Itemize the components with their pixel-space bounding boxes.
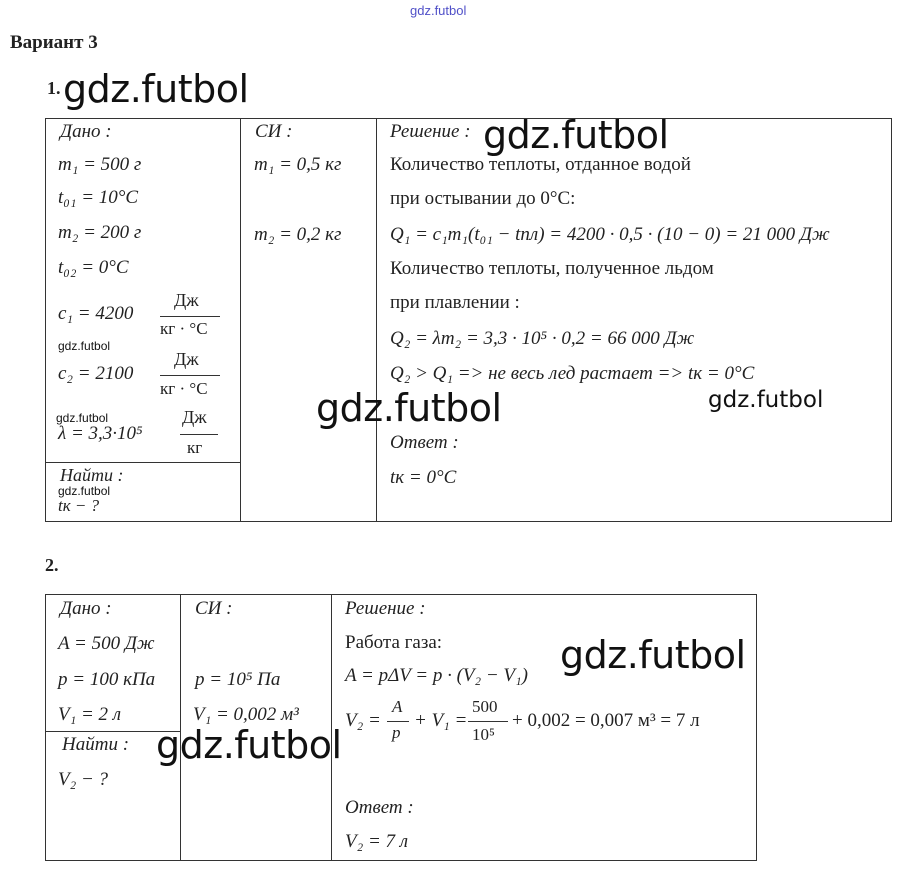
task2-si-v1: V₁ = 0,002 м³ [193,704,299,725]
task2-plus-v1: + V₁ = [414,710,468,731]
watermark-right: gdz.futbol [708,387,824,413]
task1-given-c2: c₂ = 2100 [58,363,134,384]
task1-solution-q2: Q₂ = λm₂ = 3,3 · 10⁵ · 0,2 = 66 000 Дж [390,328,695,349]
task2-frac-den: 10⁵ [472,725,495,744]
task2-si-header: СИ : [195,598,233,619]
task2-frac-a-bar [387,721,409,722]
watermark-solution: gdz.futbol [483,113,669,157]
task2-frac-a-den: p [392,723,401,742]
task1-solution-line4: Количество теплоты, полученное льдом [390,258,714,279]
task2-solution-header: Решение : [345,598,426,619]
task2-number: 2. [45,555,59,575]
task1-c1-fraction-bar [160,316,220,317]
task2-find-v2: V₂ − ? [58,769,109,790]
task2-answer-header: Ответ : [345,797,414,818]
task1-given-m2: m₂ = 200 г [58,222,142,243]
task1-solution-line5: при плавлении : [390,292,520,313]
task2-frac-bar [468,721,508,722]
watermark-center: gdz.futbol [316,386,502,430]
task1-number: 1. [47,78,61,98]
task1-solution-line2: при остывании до 0°C: [390,188,576,209]
task1-c2-unit-num: Дж [174,349,199,369]
watermark-task2-si: gdz.futbol [156,723,342,767]
task2-given-a: A = 500 Дж [58,633,155,654]
task1-divider-find [45,462,240,463]
task2-given-p: p = 100 кПа [58,669,156,690]
watermark-find: gdz.futbol [58,484,111,498]
watermark-task2-solution: gdz.futbol [560,633,746,677]
task1-solution-header: Решение : [390,121,471,142]
task2-solution-line1: Работа газа: [345,632,443,653]
watermark-c1: gdz.futbol [58,339,111,353]
task1-answer: tк = 0°C [390,467,457,488]
variant-title: Вариант 3 [10,32,98,53]
task1-si-m1: m₁ = 0,5 кг [254,154,342,175]
task1-c2-fraction-bar [160,375,220,376]
task1-find-header: Найти : [60,465,124,485]
watermark-c2: gdz.futbol [56,411,109,425]
task1-lambda-fraction-bar [180,434,218,435]
task2-given-v1: V₁ = 2 л [58,704,122,725]
task1-given-t01: t₀₁ = 10°C [58,187,139,208]
task2-solution-work: A = pΔV = p · (V₂ − V₁) [345,665,528,686]
task1-divider-si [376,118,377,521]
task2-answer: V₂ = 7 л [345,831,409,852]
task2-find-header: Найти : [62,734,130,755]
task2-frac-num: 500 [472,697,498,716]
task1-lambda-unit-den: кг [187,438,203,457]
task1-given-header: Дано : [60,121,112,142]
task1-given-lambda: λ = 3,3·10⁵ [58,423,143,444]
task1-lambda-unit-num: Дж [182,407,207,427]
task2-si-p: p = 10⁵ Па [195,669,281,690]
task1-solution-compare: Q₂ > Q₁ => не весь лед растает => tк = 0°C [390,363,755,384]
task1-solution-q1: Q₁ = c₁m₁(t₀₁ − tпл) = 4200 · 0,5 · (10 − 0) = 21 000 Дж [390,224,830,245]
task1-c1-unit-den: кг · °C [160,319,208,338]
task2-given-header: Дано : [60,598,112,619]
task2-frac-a-num: A [392,697,403,716]
task1-given-t02: t₀₂ = 0°C [58,257,129,278]
task1-given-c1: c₁ = 4200 [58,303,134,324]
task2-v2-lhs: V₂ = [345,710,381,731]
watermark-task1-header: gdz.futbol [63,67,249,111]
task1-find-tk: tк − ? [58,496,100,515]
task1-solution-line1: Количество теплоты, отданное водой [390,154,691,175]
task2-v2-rhs: + 0,002 = 0,007 м³ = 7 л [512,710,700,731]
task1-given-m1: m₁ = 500 г [58,154,142,175]
task1-answer-header: Ответ : [390,432,459,453]
task1-c2-unit-den: кг · °C [160,379,208,398]
task1-divider-given [240,118,241,521]
watermark-top: gdz.futbol [410,3,467,18]
task1-si-header: СИ : [255,121,293,142]
task1-c1-unit-num: Дж [174,290,199,310]
task1-si-m2: m₂ = 0,2 кг [254,224,342,245]
